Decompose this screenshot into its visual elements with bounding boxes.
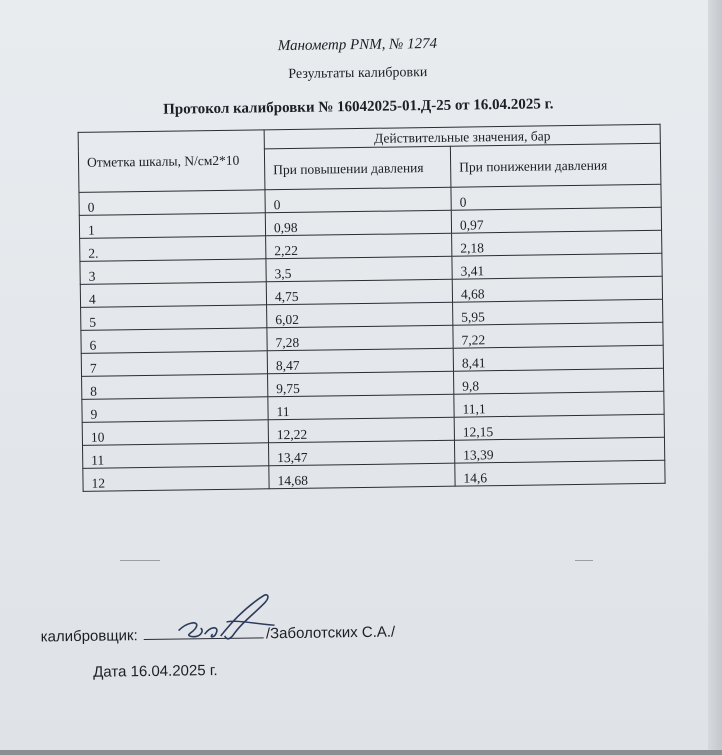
increase-value-cell: 14,68 <box>269 463 455 489</box>
increase-value-cell: 0 <box>265 187 451 213</box>
scale-mark-cell: 5 <box>81 305 267 331</box>
increase-value-cell: 13,47 <box>268 440 454 466</box>
scan-mark <box>575 560 593 561</box>
increase-value-cell: 2,22 <box>266 233 452 259</box>
decrease-value-cell: 0 <box>451 184 661 210</box>
increase-value-cell: 7,28 <box>267 325 453 351</box>
scale-mark-cell: 6 <box>81 328 267 354</box>
increase-value-cell: 0,98 <box>265 210 451 236</box>
protocol-title: Протокол калибровки № 16042025-01.Д-25 от 16.04.2025 г. <box>163 96 554 118</box>
decrease-value-cell: 13,39 <box>454 437 664 463</box>
decrease-value-cell: 4,68 <box>452 276 662 302</box>
scale-mark-cell: 3 <box>80 259 266 285</box>
calibrator-name: /Заболотских С.А./ <box>265 623 396 643</box>
scale-mark-cell: 4 <box>80 282 266 308</box>
decrease-value-cell: 7,22 <box>453 322 663 348</box>
scale-mark-cell: 8 <box>82 374 268 400</box>
calibration-table <box>78 124 666 492</box>
table-body <box>79 184 665 491</box>
increase-value-cell: 4,75 <box>266 279 452 305</box>
scale-mark-cell: 1 <box>79 213 265 239</box>
decrease-value-cell: 2,18 <box>452 230 662 256</box>
increase-value-cell: 6,02 <box>267 302 453 328</box>
scale-mark-cell: 9 <box>82 397 268 423</box>
calibrator-label: калибровщик: <box>40 627 138 646</box>
decrease-value-cell: 14,6 <box>455 460 665 486</box>
scale-mark-cell: 2. <box>80 236 266 262</box>
results-subtitle: Результаты калибровки <box>288 65 428 82</box>
decrease-value-cell: 3,41 <box>452 253 662 279</box>
decrease-value-cell: 8,41 <box>453 345 663 371</box>
decrease-value-cell: 5,95 <box>453 299 663 325</box>
decrease-value-cell: 11,1 <box>454 391 664 417</box>
decrease-value-cell: 0,97 <box>451 207 661 233</box>
scale-mark-header: Отметка шкалы, N/см2*10 <box>78 130 265 193</box>
decrease-value-cell: 12,15 <box>454 414 664 440</box>
actual-values-header: Действительные значения, бар <box>264 124 660 149</box>
increase-value-cell: 9,75 <box>268 371 454 397</box>
scale-mark-cell: 12 <box>83 466 269 492</box>
scan-mark <box>120 560 160 561</box>
gauge-model-title: Манометр PNM, № 1274 <box>277 35 438 55</box>
calibration-date: Дата 16.04.2025 г. <box>93 662 218 681</box>
scale-mark-cell: 11 <box>83 443 269 469</box>
decrease-value-cell: 9,8 <box>454 368 664 394</box>
increase-value-cell: 12,22 <box>268 417 454 443</box>
increase-pressure-header: При повышении давления <box>264 146 451 190</box>
scale-mark-cell: 0 <box>79 190 265 216</box>
increase-value-cell: 8,47 <box>267 348 453 374</box>
increase-value-cell: 3,5 <box>266 256 452 282</box>
handwritten-signature <box>164 589 285 647</box>
decrease-pressure-header: При понижении давления <box>450 143 661 187</box>
increase-value-cell: 11 <box>268 394 454 420</box>
scale-mark-cell: 10 <box>82 420 268 446</box>
scale-mark-cell: 7 <box>81 351 267 377</box>
